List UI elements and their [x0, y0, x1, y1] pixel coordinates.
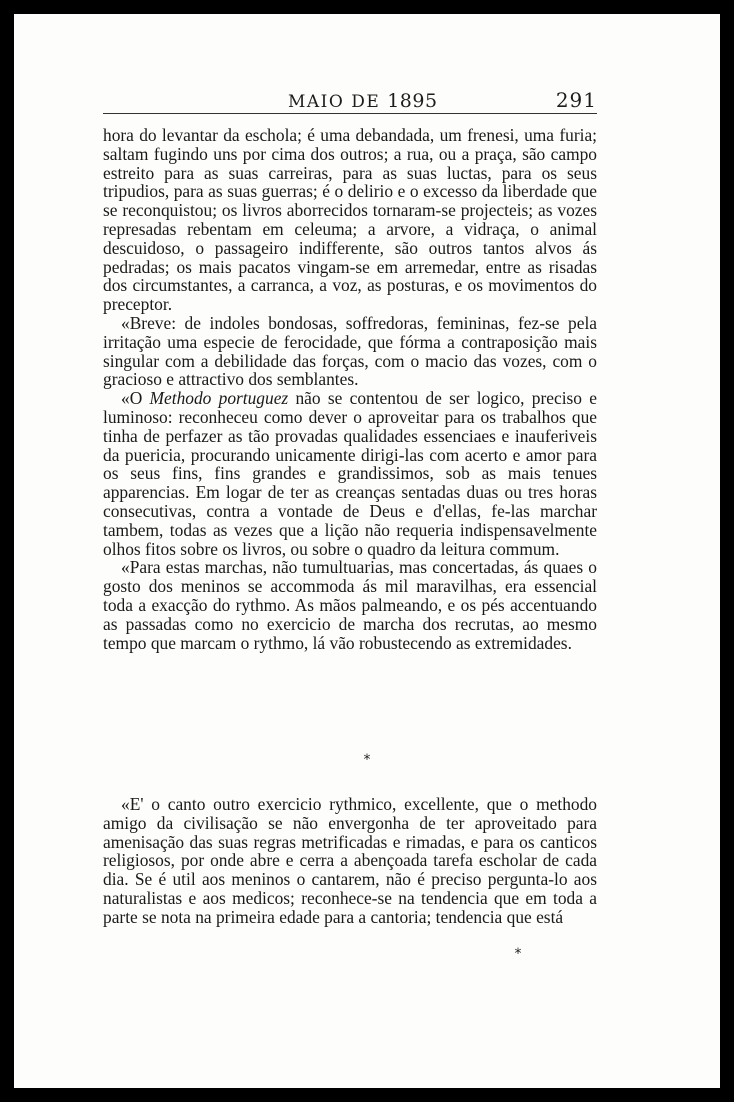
- header-rule: [103, 113, 597, 114]
- paragraph-2: «Breve: de indoles bondosas, soffredoras, femininas, fez-se pela irritação uma especie de ferocidade, que fórma a contraposição mais singular com a debilidade das forças, com o macio das vozes, com o gracioso e attractivo dos semblantes.: [103, 312, 597, 390]
- footnote-mark: *: [514, 946, 522, 962]
- paragraph-1: hora do levantar da eschola; é uma debandada, um frenesi, uma furia; saltam fugindo uns por cima dos outros; a rua, ou a praça, são campo estreito para as suas carreiras, para as suas luctas, para os seus tripudios, para as suas guerras; é o delirio e o excesso da liberdade que se reconquistou; os livros aborrecidos tornaram-se projecteis; as vozes represadas rebentam em celeuma; a arvore, a vidraça, o animal descuidoso, o passageiro indifferente, são outros tantos alvos ás pedradas; os mais pacatos vingam-se em arremedar, entre as risadas dos circumstantes, a carranca, a voz, as posturas, e os movimentos do preceptor.: [103, 125, 597, 315]
- running-title: [288, 90, 438, 112]
- paragraph-5: «E' o canto outro exercicio rythmico, excellente, que o methodo amigo da civilisação se não envergonha de ter aproveitado para amenisação das suas regras metrificadas e rimadas, e para os canticos religiosos, por onde abre e cerra a abençoada tarefa escholar de cada dia. Se é util aos meninos o cantarem, não é preciso pergunta-lo aos naturalistas e aos medicos; reconhece-se na tendencia que em toda a parte se nota na primeira edade para a cantoria; tendencia que está: [103, 794, 597, 927]
- book-page: [14, 14, 720, 1088]
- page-number: 291: [555, 88, 597, 112]
- paragraph-3: [103, 389, 597, 558]
- book-title-italic: Methodo portuguez: [149, 388, 289, 409]
- paragraph-3-rest: não se contentou de ser logico, preciso e luminoso: reconheceu como dever o aproveitar para os trabalhos que tinha de perfazer as tão provadas qualidades essenciaes e inauferiveis da puericia, procurando unicamente dirigi-las com acerto e amor para os seus fins, fins grandes e grandissimos, sob as mais tenues apparencias. Em logar de ter as creanças sentadas duas ou tres horas consecutivas, contra a vontade de Deus e d'ellas, fe-las marchar tambem, todas as vezes que a lição não requeria indispensavelmente olhos fitos sobre os livros, ou sobre o quadro da leitura commum.: [103, 388, 597, 559]
- text-block-lower: [103, 795, 597, 927]
- running-title-text: MAIO DE: [288, 92, 381, 112]
- paragraph-3-open: «O: [121, 388, 150, 409]
- section-separator: *: [363, 752, 371, 768]
- text-block-upper: [103, 126, 597, 652]
- running-title-year: 1895: [387, 90, 438, 112]
- paragraph-4: «Para estas marchas, não tumultuarias, mas concertadas, ás quaes o gosto dos meninos se accommoda ás mil maravilhas, era essencial toda a exacção do rythmo. As mãos palmeando, e os pés accentuando as passadas como no exercicio de marcha dos recrutas, ao mesmo tempo que marcam o rythmo, lá vão robustecendo as extremidades.: [103, 557, 597, 653]
